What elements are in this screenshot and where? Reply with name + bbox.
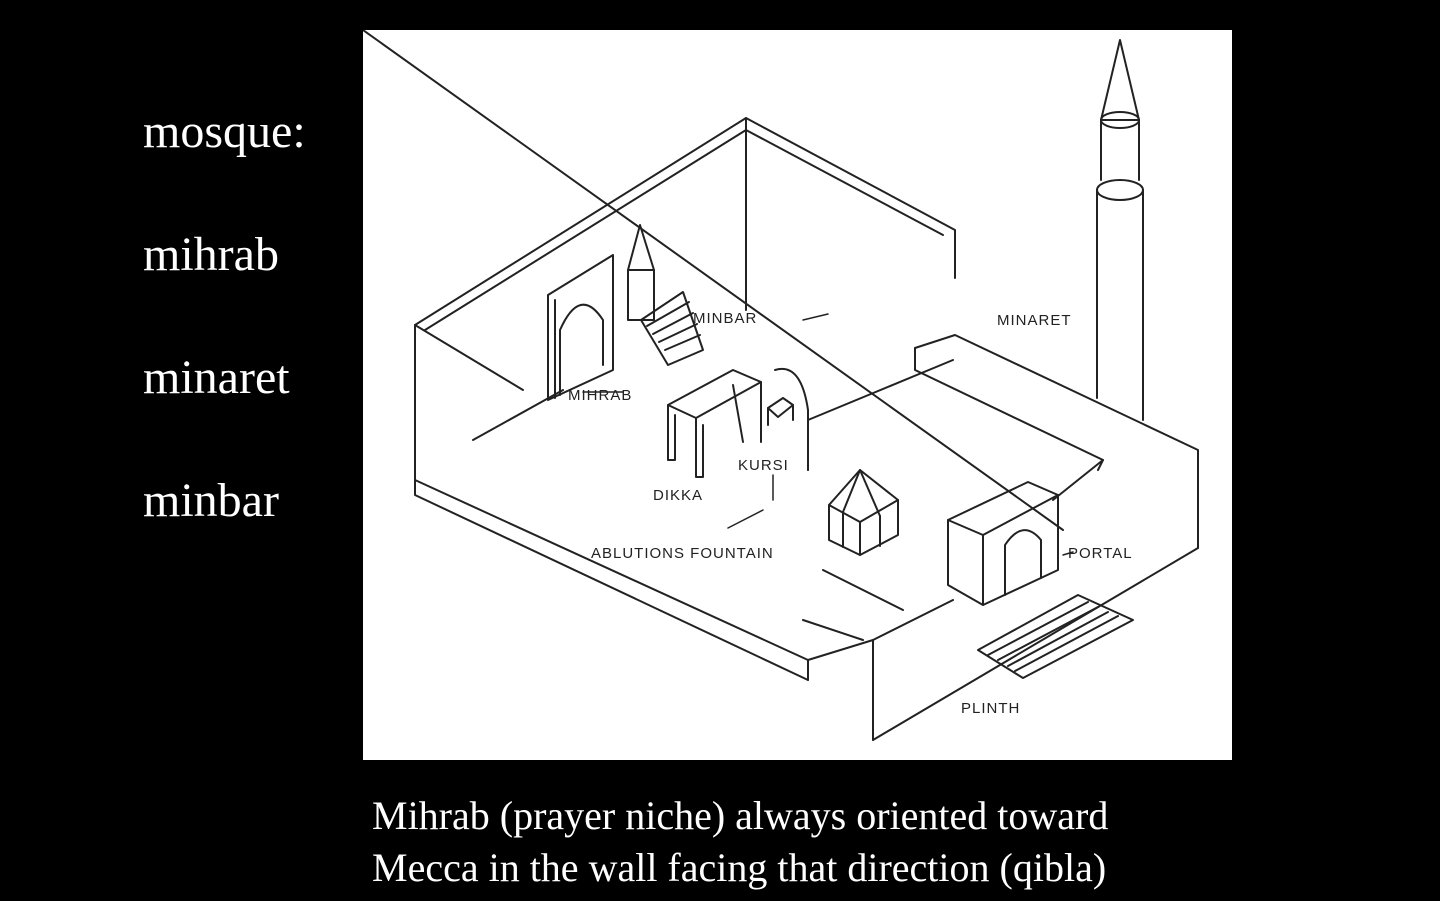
mosque-drawing — [363, 30, 1232, 760]
label-minbar: MINBAR — [693, 310, 758, 327]
term-mosque: mosque: — [143, 105, 306, 158]
mihrab-niche-drawing — [548, 255, 613, 400]
kursi-drawing — [768, 369, 808, 470]
label-mihrab: MIHRAB — [568, 387, 633, 404]
minaret-drawing — [1097, 40, 1143, 420]
caption-line-2: Mecca in the wall facing that direction (qibla) — [372, 845, 1107, 890]
label-plinth: PLINTH — [961, 700, 1021, 717]
portal-drawing — [948, 482, 1133, 678]
label-dikka: DIKKA — [653, 487, 704, 504]
term-mihrab: mihrab — [143, 228, 279, 281]
term-minaret: minaret — [143, 351, 290, 404]
term-minbar: minbar — [143, 474, 279, 527]
mosque-diagram — [363, 30, 1232, 760]
label-minaret: MINARET — [997, 312, 1072, 329]
ablutions-fountain-drawing — [829, 470, 898, 555]
caption-line-1: Mihrab (prayer niche) always oriented toward — [372, 793, 1109, 838]
label-portal: PORTAL — [1068, 545, 1133, 562]
label-ablutions-fountain: ABLUTIONS FOUNTAIN — [591, 545, 774, 562]
label-kursi: KURSI — [738, 457, 789, 474]
